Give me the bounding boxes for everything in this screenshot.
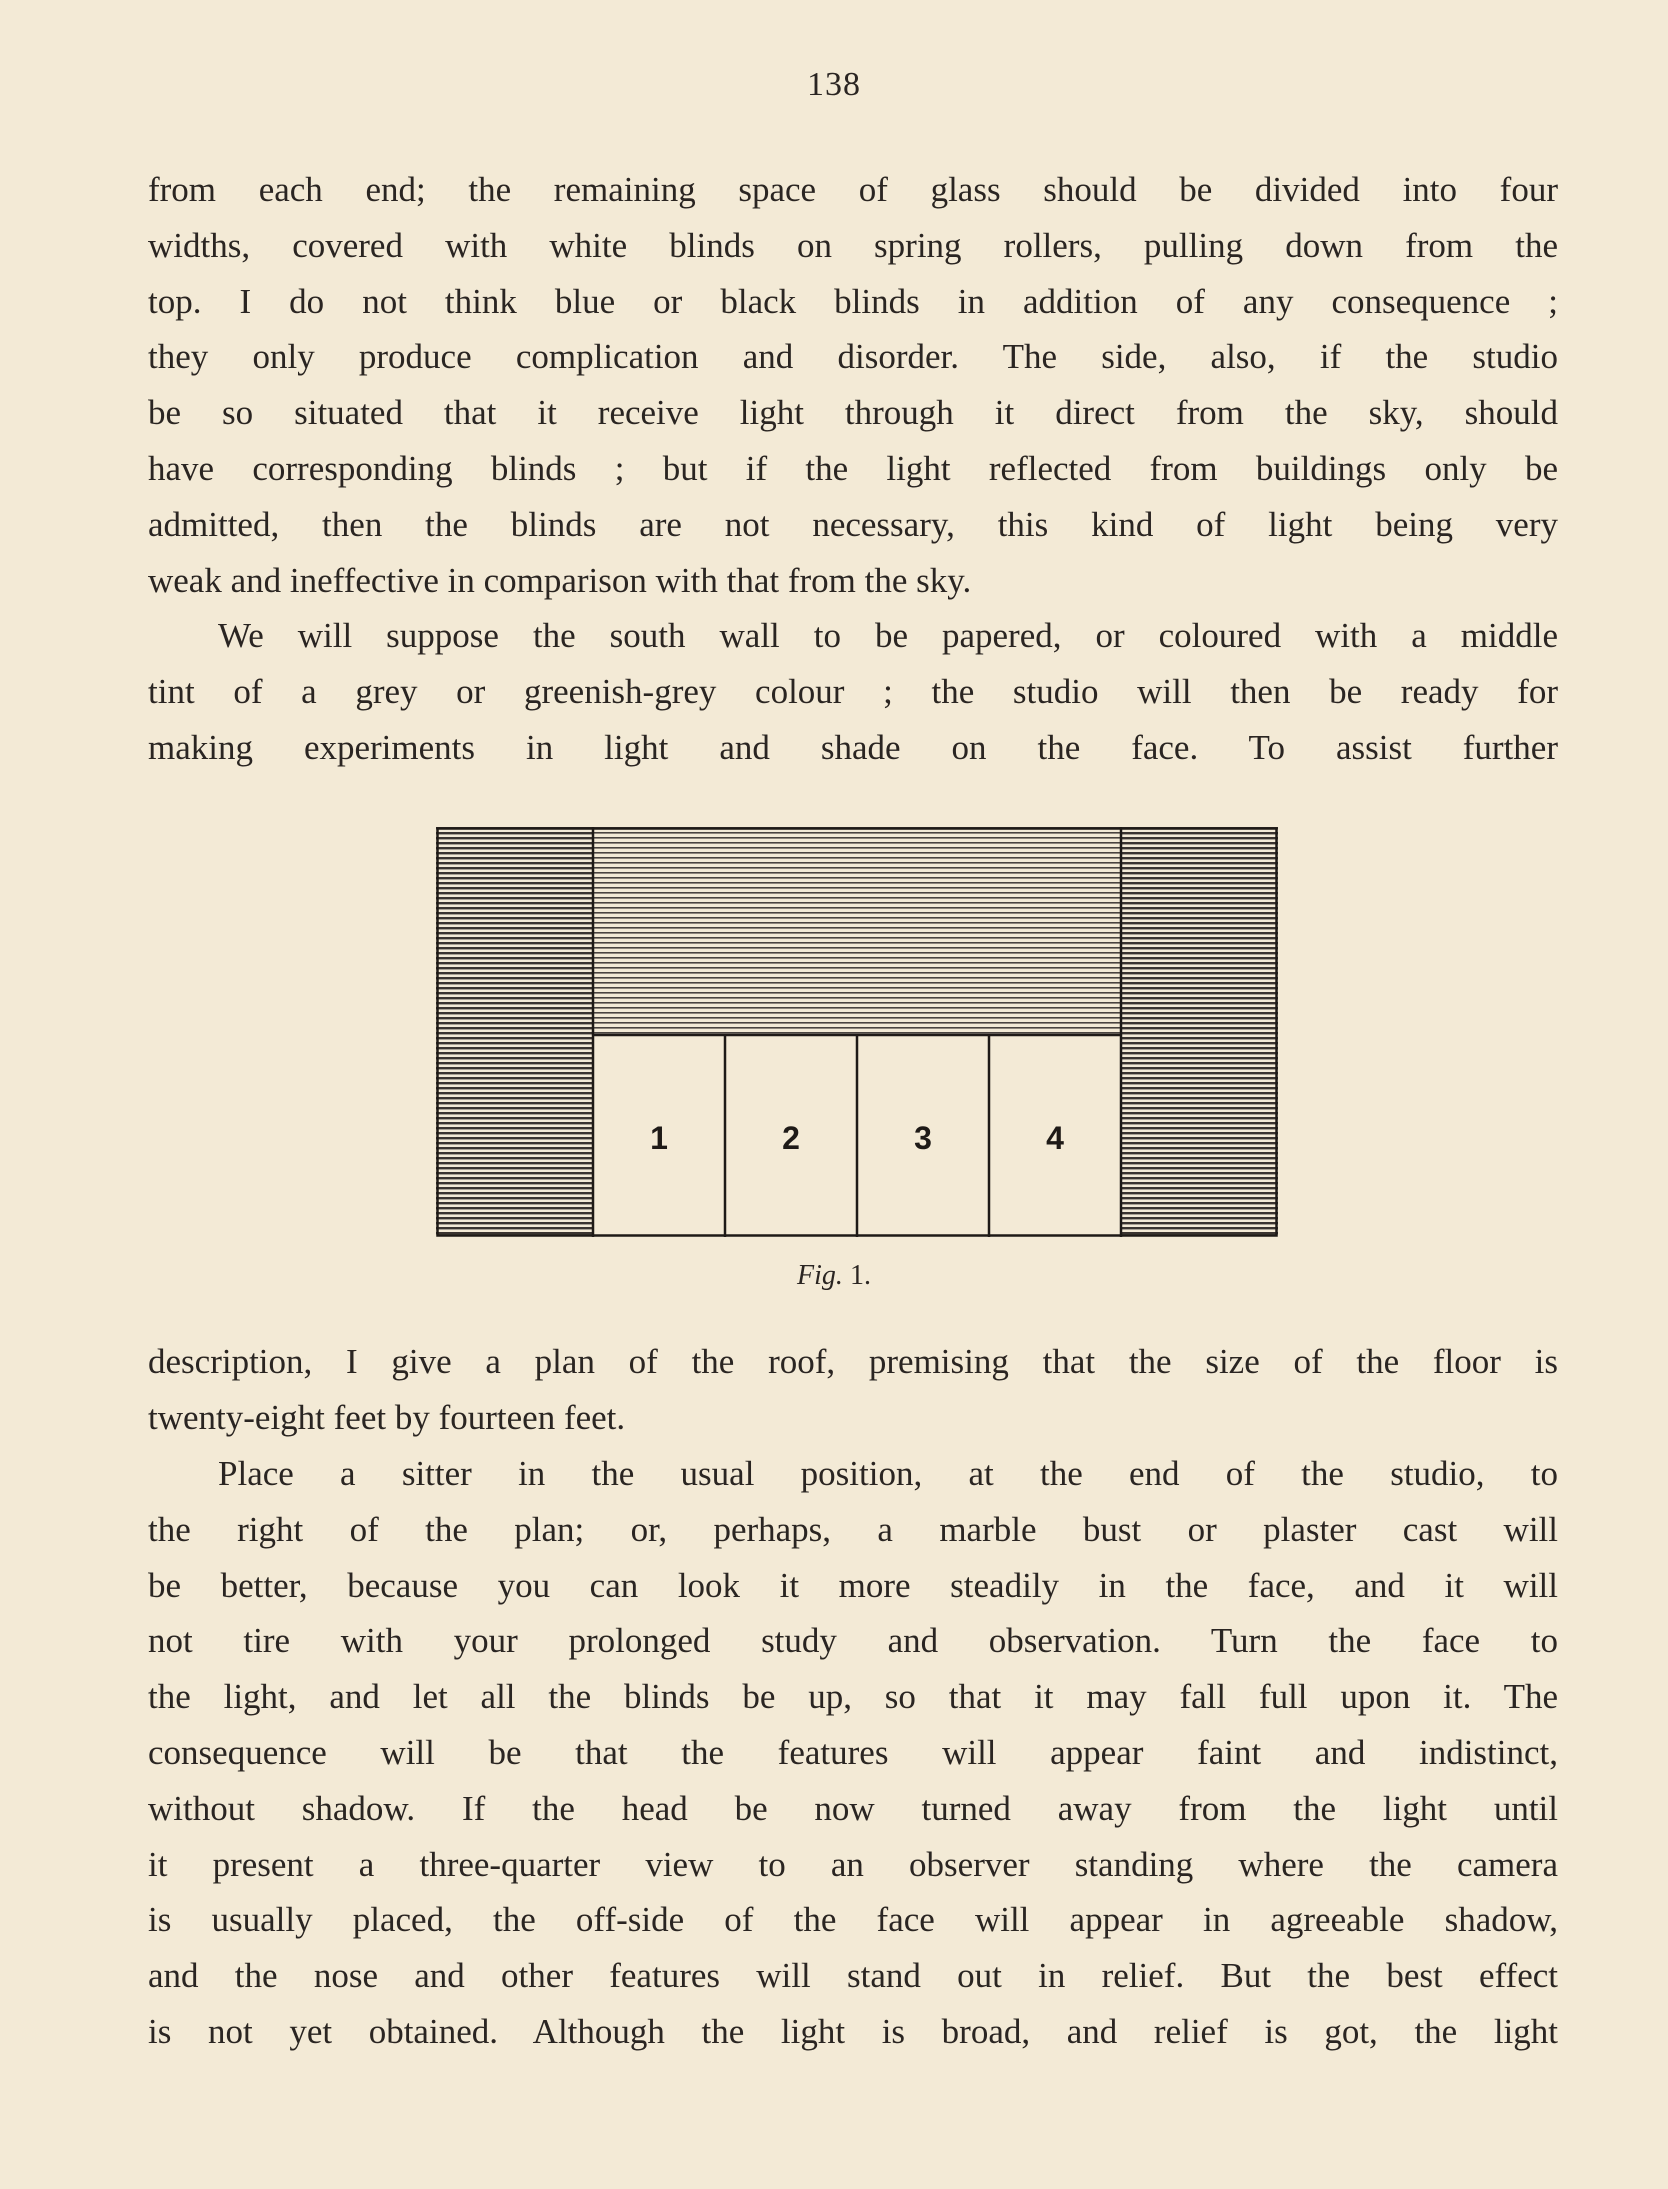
figure-caption-label: Fig. — [797, 1260, 843, 1291]
text-line: twenty-eight feet by fourteen feet. — [148, 1397, 626, 1437]
text-line: without shadow. If the head be now turned away from the light until — [148, 1788, 1558, 1828]
text-line: they only produce complication and disorder. The side, also, if the studio — [148, 337, 1558, 377]
paragraph-3 — [148, 1334, 1558, 1446]
text-line: Place a sitter in the usual position, at the end of the studio, to — [218, 1454, 1558, 1493]
panel-label-4: 4 — [1046, 1120, 1064, 1156]
text-line: is usually placed, the off-side of the face will appear in agreeable shadow, — [148, 1900, 1558, 1940]
panel-label-1: 1 — [650, 1120, 668, 1156]
text-line: consequence will be that the features will appear faint and indistinct, — [148, 1732, 1558, 1772]
page-number: 138 — [807, 66, 861, 103]
text-line: not tire with your prolonged study and observation. Turn the face to — [148, 1621, 1558, 1661]
text-line: from each end; the remaining space of glass should be divided into four — [148, 170, 1558, 209]
paragraph-2 — [148, 608, 1558, 775]
text-line: making experiments in light and shade on the face. To assist further — [148, 727, 1558, 767]
paragraph-1 — [148, 162, 1558, 608]
text-line: be better, because you can look it more steadily in the face, and it will — [148, 1565, 1558, 1605]
text-line: admitted, then the blinds are not necessary, this kind of light being very — [148, 504, 1558, 544]
left-end-section — [436, 827, 593, 1237]
figure-caption-number: 1. — [849, 1260, 871, 1291]
text-line: top. I do not think blue or black blinds in addition of any consequence ; — [148, 281, 1558, 321]
text-line: it present a three-quarter view to an observer standing where the camera — [148, 1844, 1558, 1884]
text-line: the right of the plan; or, perhaps, a marble bust or plaster cast will — [148, 1509, 1558, 1549]
panel-label-2: 2 — [782, 1120, 800, 1156]
text-line: description, I give a plan of the roof, premising that the size of the floor is — [148, 1342, 1558, 1381]
text-line: widths, covered with white blinds on spring rollers, pulling down from the — [148, 225, 1558, 265]
text-line: the light, and let all the blinds be up, so that it may fall full upon it. The — [148, 1677, 1558, 1717]
roof-plan-figure — [436, 827, 1278, 1237]
text-line: tint of a grey or greenish-grey colour ; the studio will then be ready for — [148, 671, 1558, 711]
text-line: be so situated that it receive light through it direct from the sky, should — [148, 393, 1558, 433]
text-line: have corresponding blinds ; but if the light reflected from buildings only be — [148, 448, 1558, 488]
figure-caption — [0, 1260, 1668, 1292]
text-line: is not yet obtained. Although the light is broad, and relief is got, the light — [148, 2011, 1558, 2051]
right-end-section — [1121, 827, 1278, 1237]
paragraph-4 — [148, 1446, 1558, 2060]
text-line: We will suppose the south wall to be papered, or coloured with a middle — [218, 616, 1558, 655]
top-glass-section — [593, 827, 1121, 1035]
panel-label-3: 3 — [914, 1120, 932, 1156]
text-line: and the nose and other features will stand out in relief. But the best effect — [148, 1956, 1558, 1996]
text-line: weak and ineffective in comparison with that from the sky. — [148, 560, 972, 600]
